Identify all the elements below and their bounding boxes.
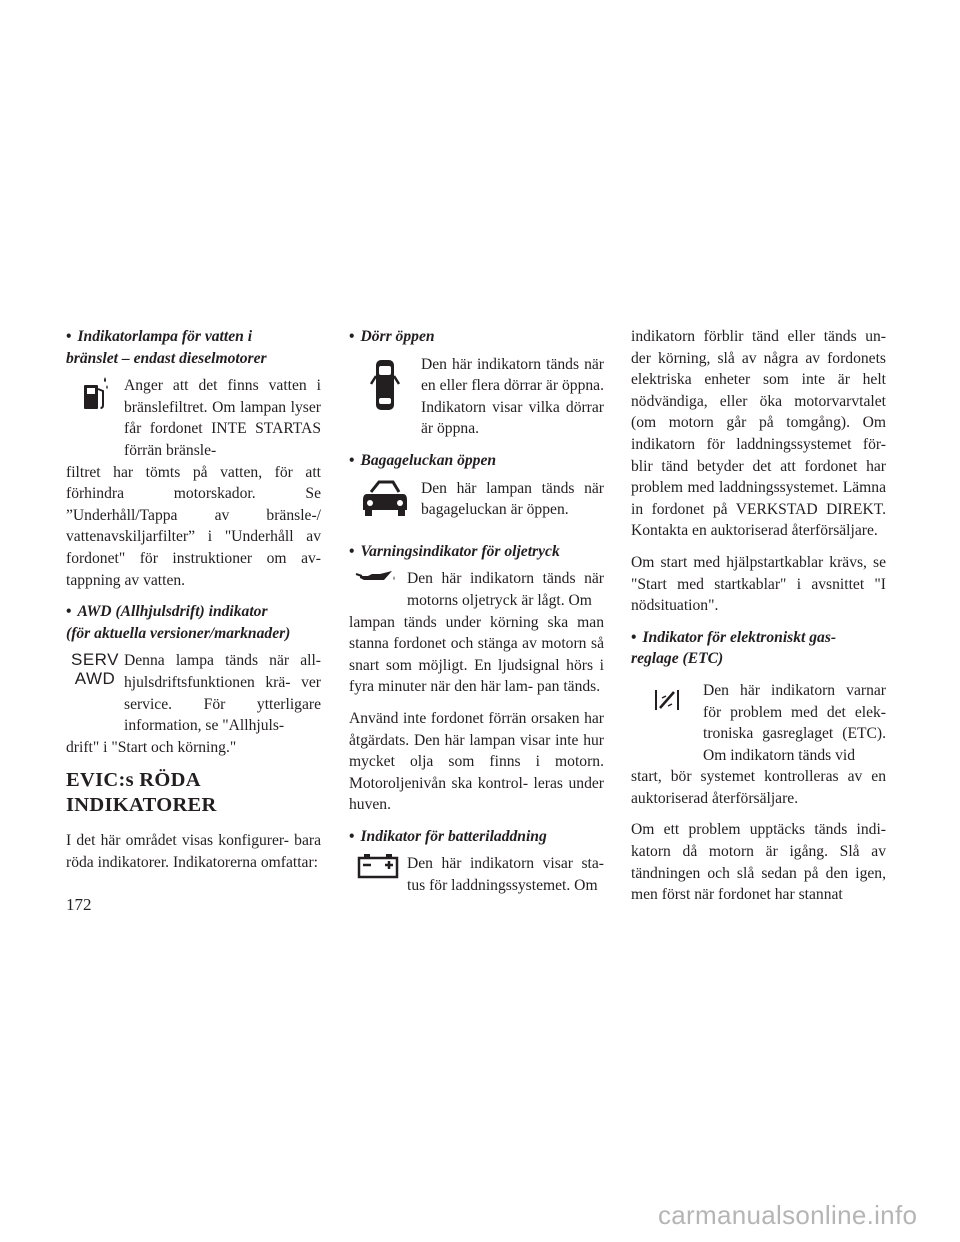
awd-indicator-text: Denna lampa tänds när all- hjulsdriftsfunktionen krä- ver service. För ytterligare information, se "Allhjuls-	[124, 652, 321, 735]
door-open-heading: • Dörr öppen	[349, 328, 435, 345]
oil-can-icon	[349, 568, 407, 588]
etc-heading: • Indikator för elektroniskt gas- reglage (ETC)	[631, 628, 837, 668]
water-indicator-heading: • Indikatorlampa för vatten i bränslet – endast dieselmotorer	[66, 328, 267, 367]
water-indicator-text: Anger att det finns vatten i bränslefiltret. Om lampan lyser får fordonet INTE STARTAS förrän bränsle-	[124, 377, 321, 459]
oil-pressure-text: Den här indikatorn tänds när motorns oljetryck är lågt. Om	[407, 570, 604, 609]
serv-awd-icon: SERV AWD	[71, 650, 119, 689]
page-number: 172	[66, 895, 92, 914]
etc-continuation: start, bör systemet kontrolleras av en auktoriserad återförsäljare.	[631, 768, 886, 807]
column-1	[66, 326, 321, 883]
charging-paragraph: indikatorn förblir tänd eller tänds un- der körning, slå av några av fordonets elektriska enheter som inte är helt nödvändiga, eller öka motorvarvtalet (om motorn går på tomgång). Om indikatorn för laddningssystemet för- blir tänd betyder det att fordonet har problem med laddningssystemet. Lämna in fordonet på VERKSTAD DIREKT. Kontakta en auktoriserad återförsäljare.	[631, 328, 886, 540]
section-intro: I det här området visas konfigurer- bara röda indikatorer. Indikatorerna omfattar:	[66, 832, 321, 871]
oil-paragraph: Använd inte fordonet förrän orsaken har åtgärdats. Den här lampan visar inte hur mycket olja som finns i motorn. Motoroljenivån ska kontrol- leras under huven.	[349, 709, 604, 814]
awd-indicator-continuation: drift" i "Start och körning."	[66, 738, 237, 756]
oil-pressure-continuation: lampan tänds under körning ska man stanna fordonet och stänga av motorn så snart som möjligt. En ljudsignal hörs i fyra minuter när den här lam- pan tänds.	[349, 613, 604, 696]
battery-icon	[349, 853, 407, 879]
section-title: EVIC:s RÖDA INDIKATORER	[66, 769, 217, 817]
oil-pressure-heading: • Varningsindikator för oljetryck	[349, 542, 560, 560]
column-3	[631, 326, 886, 916]
trunk-open-heading: • Bagageluckan öppen	[349, 451, 497, 469]
trunk-open-text: Den här lampan tänds när bagageluckan är öppen.	[421, 479, 604, 519]
door-open-text: Den här indikatorn tänds när en eller flera dörrar är öppna. Indikatorn visar vilka dörrar är öppna.	[421, 355, 604, 438]
column-2	[349, 326, 604, 897]
battery-heading: • Indikator för batteriladdning	[349, 827, 547, 845]
car-door-open-icon	[349, 354, 421, 416]
etc-text: Den här indikatorn varnar för problem med det elek- troniska gasreglaget (ETC). Om indikatorn tänds vid	[703, 681, 886, 764]
awd-indicator-heading: • AWD (Allhjulsdrift) indikator (för aktuella versioner/marknader)	[66, 603, 291, 642]
fuel-water-icon	[66, 375, 124, 415]
trunk-open-icon	[349, 478, 421, 518]
water-indicator-continuation: filtret har tömts på vatten, för att förhindra motorskador. Se ”Underhåll/Tappa av bränsle-/ vattenavskiljarfilter” i "Underhåll av fordonet" för instruktioner om av- tappning av vatten.	[66, 463, 321, 589]
battery-text: Den här indikatorn visar sta- tus för laddningssystemet. Om	[407, 855, 604, 895]
etc-throttle-icon	[631, 680, 703, 714]
jump-start-paragraph: Om start med hjälpstartkablar krävs, se "Start med startkablar" i avsnittet "I nödsituation".	[631, 553, 886, 615]
footer-watermark: carmanualsonline.info	[658, 1200, 918, 1230]
problem-paragraph: Om ett problem upptäcks tänds indi- katorn då motorn är igång. Slå av tändningen och slå sedan på den igen, men först när fordonet har stannat	[631, 821, 886, 904]
